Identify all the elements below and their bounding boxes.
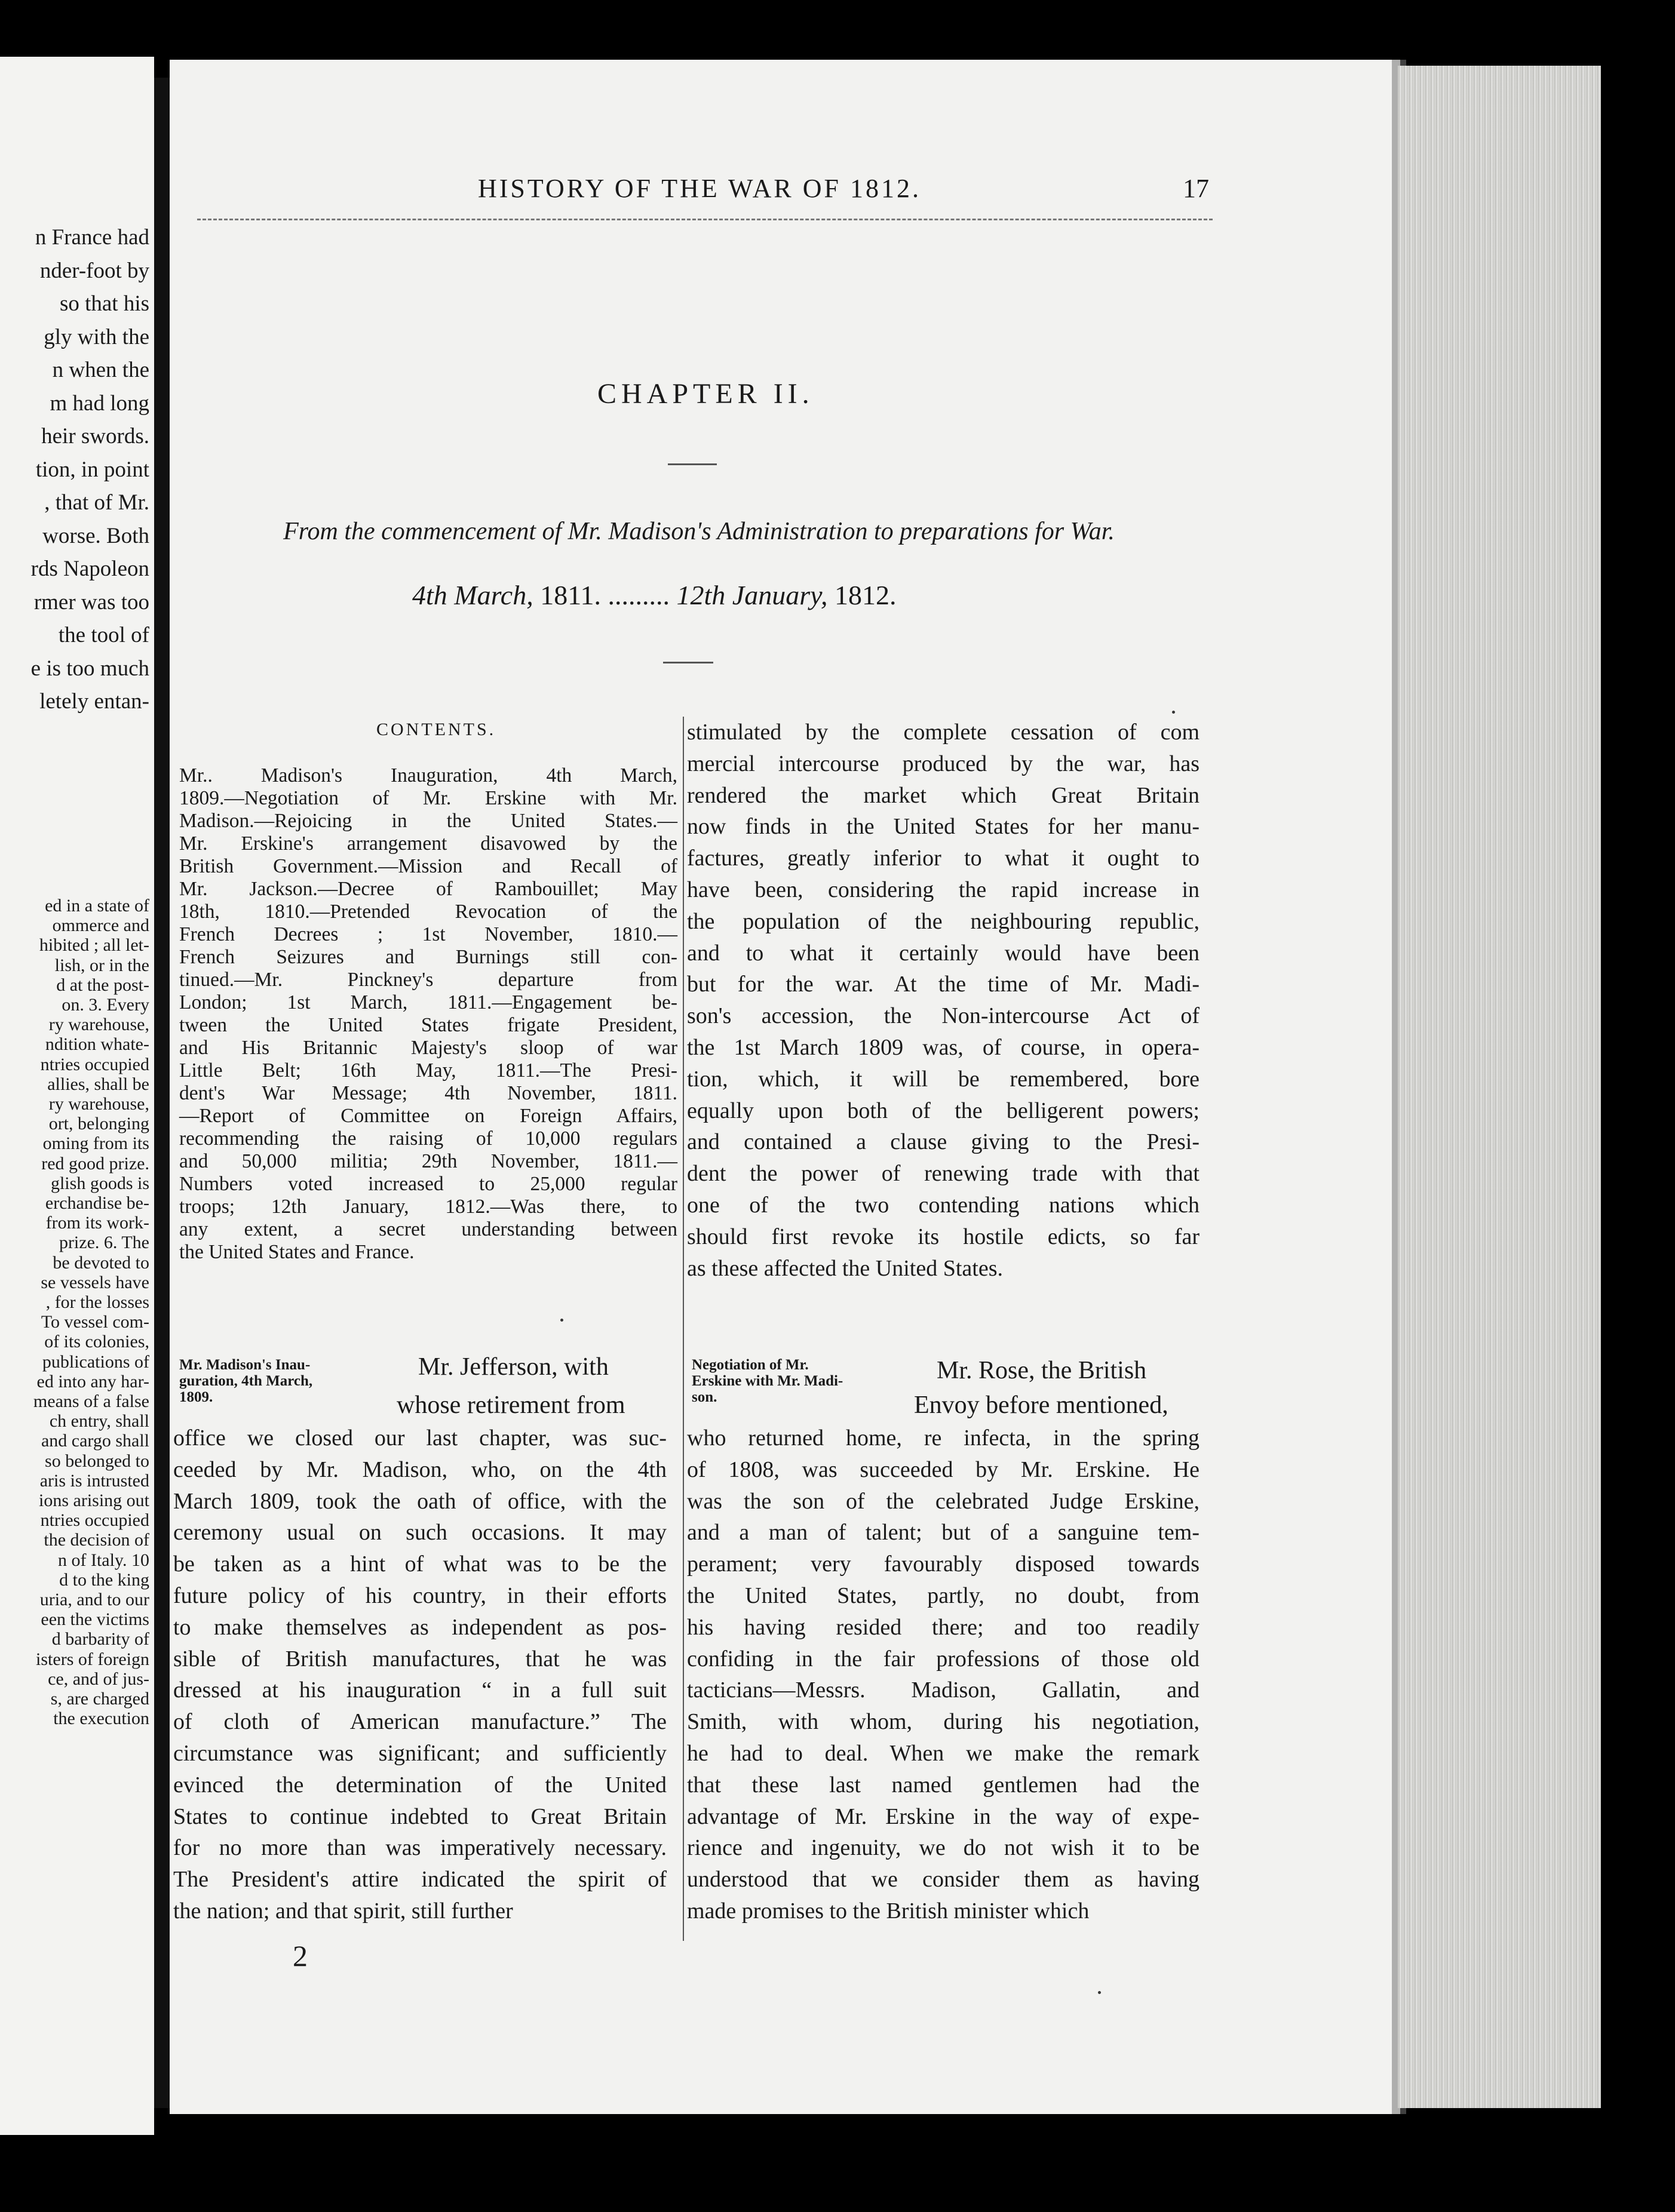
column-divider	[683, 717, 684, 1941]
text-line: tinued.—Mr. Pinckney's departure from	[179, 969, 677, 991]
text-line: French Decrees ; 1st November, 1810.—	[179, 923, 677, 945]
divider-rule	[668, 463, 717, 465]
marginal-note-line: Mr. Madison's Inau-	[179, 1357, 311, 1373]
facing-page-line: glish goods is	[50, 1173, 149, 1193]
facing-page-line: erchandise be-	[45, 1193, 149, 1213]
text-line: Madison.—Rejoicing in the United States.—	[179, 810, 677, 832]
facing-page-line: on. 3. Every	[62, 995, 149, 1015]
paragraph-lead: Envoy before mentioned,	[914, 1391, 1168, 1419]
facing-page-line: hibited ; all let-	[39, 935, 149, 956]
signature-mark: 2	[293, 1939, 308, 1973]
facing-page-line: n when the	[52, 358, 149, 382]
text-line: dent the power of renewing trade with that	[687, 1161, 1200, 1187]
facing-page-line: n of Italy. 10	[57, 1550, 149, 1570]
text-line: and to what it certainly would have been	[687, 940, 1200, 966]
text-line: office we closed our last chapter, was suc-	[173, 1425, 667, 1451]
start-year: 1811.	[540, 580, 602, 610]
text-line: and contained a clause giving to the Presi-	[687, 1129, 1200, 1155]
text-line: tacticians—Messrs. Madison, Gallatin, and	[687, 1678, 1200, 1703]
text-line: Mr. Erskine's arrangement disavowed by the	[179, 832, 677, 855]
text-line: now finds in the United States for her manu-	[687, 814, 1200, 840]
chapter-subtitle: From the commencement of Mr. Madison's Administration to preparations for War.	[283, 518, 1115, 545]
facing-page-line: d barbarity of	[51, 1629, 149, 1649]
facing-page-line: een the victims	[41, 1609, 149, 1630]
marginal-note-line: 1809.	[179, 1389, 213, 1405]
text-line: troops; 12th January, 1812.—Was there, to	[179, 1196, 677, 1218]
facing-page-line: so that his	[59, 291, 149, 316]
facing-page-line: ce, and of jus-	[48, 1669, 149, 1689]
facing-page-line: of its colonies,	[44, 1332, 149, 1352]
text-line: be taken as a hint of what was to be the	[173, 1552, 667, 1577]
text-line: should first revoke its hostile edicts, so far	[687, 1224, 1200, 1249]
marginal-note-line: Negotiation of Mr.	[692, 1357, 809, 1373]
text-line: son's accession, the Non-intercourse Act of	[687, 1003, 1200, 1029]
facing-page-line: , for the losses	[45, 1292, 149, 1312]
text-line: 18th, 1810.—Pretended Revocation of the	[179, 901, 677, 923]
facing-page-line: means of a false	[33, 1391, 149, 1411]
text-line: equally upon both of the belligerent powers;	[687, 1098, 1200, 1123]
paper-speck	[1172, 711, 1175, 714]
text-line: Numbers voted increased to 25,000 regular	[179, 1173, 677, 1195]
text-line: but for the war. At the time of Mr. Madi-	[687, 972, 1200, 997]
paragraph-lead: Mr. Rose, the British	[937, 1357, 1147, 1384]
text-line: tween the United States frigate President,	[179, 1014, 677, 1036]
facing-page-line: To vessel com-	[41, 1312, 149, 1332]
text-line: London; 1st March, 1811.—Engagement be-	[179, 991, 677, 1013]
facing-page-line: tion, in point	[35, 457, 149, 482]
text-line: British Government.—Mission and Recall of	[179, 855, 677, 877]
text-line: the 1st March 1809 was, of course, in opera-	[687, 1034, 1200, 1060]
facing-page-line: ommerce and	[52, 915, 149, 936]
text-line: future policy of his country, in their efforts	[173, 1583, 667, 1608]
text-line: tion, which, it will be remembered, bore	[687, 1066, 1200, 1092]
facing-page-line: ry warehouse,	[48, 1094, 149, 1114]
text-line: rendered the market which Great Britain	[687, 782, 1200, 808]
facing-page-line: gly with the	[44, 324, 149, 349]
facing-page-line: se vessels have	[41, 1272, 149, 1292]
facing-page-line: isters of foreign	[36, 1649, 149, 1669]
book-gutter	[154, 78, 171, 2108]
text-line: he had to deal. When we make the remark	[687, 1740, 1200, 1766]
text-line: dressed at his inauguration “ in a full suit	[173, 1678, 667, 1703]
facing-page-line: s, are charged	[50, 1689, 149, 1709]
text-line: of 1808, was succeeded by Mr. Erskine. He	[687, 1457, 1200, 1482]
facing-page-line: the tool of	[58, 623, 149, 647]
text-line: understood that we consider them as having	[687, 1867, 1200, 1893]
facing-page-line: ntries occupied	[40, 1054, 149, 1074]
contents-heading: CONTENTS.	[376, 720, 496, 739]
text-line: have been, considering the rapid increase in	[687, 877, 1200, 902]
page-block-edges	[1398, 66, 1601, 2108]
text-line: perament; very favourably disposed towards	[687, 1552, 1200, 1577]
text-line: mercial intercourse produced by the war, has	[687, 751, 1200, 776]
text-line: factures, greatly inferior to what it ought to	[687, 846, 1200, 871]
text-line: evinced the determination of the United	[173, 1772, 667, 1798]
text-line: March 1809, took the oath of office, with the	[173, 1488, 667, 1514]
marginal-note-inauguration	[179, 1357, 394, 1405]
facing-page-line: ed in a state of	[45, 896, 149, 915]
header-rule	[197, 219, 1213, 220]
facing-page-line: e is too much	[30, 656, 149, 681]
facing-page-line: ndition whate-	[45, 1034, 149, 1055]
marginal-note-negotiation	[692, 1357, 907, 1405]
text-line: stimulated by the complete cessation of com	[687, 720, 1200, 745]
text-line: Smith, with whom, during his negotiation,	[687, 1709, 1200, 1735]
facing-page-line: rds Napoleon	[30, 557, 149, 581]
facing-page-line: ions arising out	[39, 1491, 149, 1510]
facing-page-line: be devoted to	[53, 1252, 149, 1273]
end-date: 12th January,	[676, 580, 828, 610]
running-head: HISTORY OF THE WAR OF 1812.	[478, 174, 922, 203]
facing-page-line: d at the post-	[56, 975, 149, 995]
text-line: for no more than was imperatively necessary.	[173, 1835, 667, 1861]
marginal-note-line: guration, 4th March,	[179, 1373, 313, 1389]
facing-page-line: publications of	[42, 1351, 149, 1372]
text-column-right-bottom	[687, 1423, 1200, 1927]
text-line: The President's attire indicated the spirit of	[173, 1867, 667, 1893]
text-line: dent's War Message; 4th November, 1811.	[179, 1082, 677, 1104]
facing-page-line: the execution	[53, 1709, 149, 1729]
facing-page-line: ed into any har-	[36, 1371, 149, 1391]
facing-page-line: and cargo shall	[41, 1431, 149, 1451]
chapter-heading: CHAPTER II.	[597, 378, 814, 410]
text-line: ceeded by Mr. Madison, who, on the 4th	[173, 1457, 667, 1482]
chapter-date-range	[412, 579, 897, 611]
text-line: ceremony usual on such occasions. It may	[173, 1520, 667, 1546]
text-line: his having resided there; and too readily	[687, 1614, 1200, 1640]
facing-page-line: red good prize.	[41, 1153, 149, 1173]
text-line: rience and ingenuity, we do not wish it to be	[687, 1835, 1200, 1861]
text-line: that these last named gentlemen had the	[687, 1772, 1200, 1798]
paragraph-lead: Mr. Jefferson, with	[418, 1353, 609, 1381]
facing-page-line: rmer was too	[33, 589, 149, 615]
facing-page-line: m had long	[50, 391, 149, 416]
text-line: Mr.. Madison's Inauguration, 4th March,	[179, 764, 677, 787]
text-line: advantage of Mr. Erskine in the way of expe-	[687, 1804, 1200, 1829]
facing-page-line: d to the king	[59, 1569, 149, 1590]
text-line: the United States and France.	[179, 1241, 415, 1263]
text-line: made promises to the British minister which	[687, 1898, 1090, 1924]
facing-page-line: the decision of	[44, 1530, 149, 1550]
text-line: one of the two contending nations which	[687, 1192, 1200, 1218]
marginal-note-line: son.	[692, 1389, 717, 1405]
text-line: and His Britannic Majesty's sloop of war	[179, 1037, 677, 1059]
facing-page-line: from its work-	[45, 1213, 149, 1233]
facing-page-line: oming from its	[42, 1133, 149, 1154]
text-line: sible of British manufactures, that he was	[173, 1646, 667, 1672]
text-line: —Report of Committee on Foreign Affairs,	[179, 1105, 677, 1127]
facing-page-fragment	[0, 57, 154, 2135]
date-leader-dots: .........	[608, 580, 670, 610]
paper-speck	[560, 1319, 563, 1322]
facing-page-line: ort, belonging	[48, 1114, 149, 1134]
text-line: recommending the raising of 10,000 regulars	[179, 1127, 677, 1150]
facing-page-line: ch entry, shall	[49, 1411, 149, 1431]
facing-page-line: , that of Mr.	[44, 490, 149, 515]
text-line: French Seizures and Burnings still con-	[179, 946, 677, 968]
facing-page-line: ry warehouse,	[48, 1015, 149, 1035]
contents-summary	[179, 764, 677, 1264]
end-year: 1812.	[835, 580, 897, 610]
facing-page-line: n France had	[35, 225, 149, 250]
text-line: the United States, partly, no doubt, from	[687, 1583, 1200, 1608]
marginal-note-line: Erskine with Mr. Madi-	[692, 1373, 843, 1389]
text-line: as these affected the United States.	[687, 1255, 1003, 1281]
paragraph-lead: whose retirement from	[397, 1391, 625, 1419]
facing-page-line: heir swords.	[41, 424, 149, 448]
text-line: of cloth of American manufacture.” The	[173, 1709, 667, 1735]
facing-page-line: worse. Both	[42, 523, 149, 548]
text-line: circumstance was significant; and sufficiently	[173, 1740, 667, 1766]
divider-rule	[663, 662, 713, 663]
page-number: 17	[1183, 174, 1209, 203]
text-column-right-top	[687, 717, 1200, 1284]
text-line: confiding in the fair professions of those old	[687, 1646, 1200, 1672]
text-line: States to continue indebted to Great Britain	[173, 1804, 667, 1829]
facing-page-line: so belonged to	[45, 1451, 149, 1471]
text-line: the population of the neighbouring republic,	[687, 908, 1200, 934]
text-line: Little Belt; 16th May, 1811.—The Presi-	[179, 1059, 677, 1082]
text-line: to make themselves as independent as pos-	[173, 1614, 667, 1640]
text-line: 1809.—Negotiation of Mr. Erskine with Mr.	[179, 787, 677, 809]
facing-page-line: uria, and to our	[39, 1590, 149, 1609]
start-date: 4th March,	[412, 580, 533, 610]
facing-page-line: nder-foot by	[39, 258, 149, 283]
paper-speck	[1098, 1991, 1101, 1994]
text-line: Mr. Jackson.—Decree of Rambouillet; May	[179, 878, 677, 900]
text-line: the nation; and that spirit, still further	[173, 1898, 513, 1924]
facing-page-line: aris is intrusted	[39, 1470, 149, 1491]
text-column-left-bottom	[173, 1423, 667, 1927]
facing-page-line: lish, or in the	[54, 955, 149, 975]
facing-page-line: letely entan-	[39, 689, 149, 714]
text-line: any extent, a secret understanding between	[179, 1218, 677, 1240]
facing-page-line: prize. 6. The	[59, 1233, 149, 1253]
facing-page-line: ntries occupied	[40, 1510, 149, 1531]
text-line: and a man of talent; but of a sanguine tem-	[687, 1520, 1200, 1546]
text-line: was the son of the celebrated Judge Erskine,	[687, 1488, 1200, 1514]
text-line: who returned home, re infecta, in the spring	[687, 1425, 1200, 1451]
facing-page-line: allies, shall be	[47, 1074, 149, 1094]
text-line: and 50,000 militia; 29th November, 1811.—	[179, 1150, 677, 1172]
